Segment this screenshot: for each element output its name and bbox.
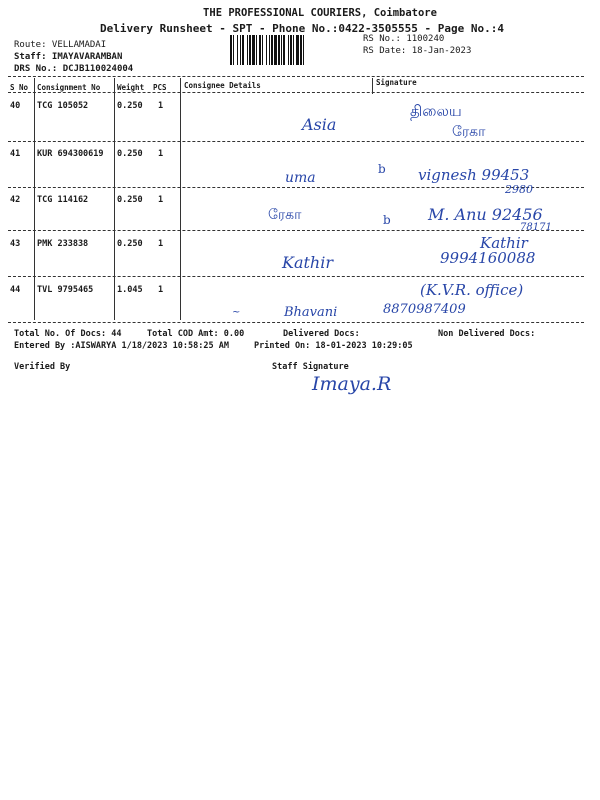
handwritten-signature: 9994160088 xyxy=(440,249,536,267)
handwritten-signature: 78171 xyxy=(520,222,552,233)
handwritten-mark: b xyxy=(378,162,386,176)
handwritten-consignee-name: Asia xyxy=(302,115,337,134)
handwritten-consignee-name: Kathir xyxy=(282,253,333,272)
row-rule xyxy=(8,276,584,277)
row-sno: 43 xyxy=(10,239,21,249)
table-bottom-rule xyxy=(8,322,584,323)
col-header-pcs: PCS xyxy=(153,83,167,92)
handwritten-staff-signature: Imaya.R xyxy=(312,373,392,395)
verified-by-label: Verified By xyxy=(14,362,71,372)
handwritten-consignee-name: uma xyxy=(285,170,316,186)
total-docs: Total No. Of Docs: 44 xyxy=(14,329,122,339)
company-title: THE PROFESSIONAL COURIERS, Coimbatore xyxy=(203,7,437,19)
col-divider xyxy=(114,78,115,320)
staff-signature-label: Staff Signature xyxy=(272,362,349,372)
row-consignment: TVL 9795465 xyxy=(37,285,94,295)
drs-number: DRS No.: DCJB110024004 xyxy=(14,64,134,74)
row-sno: 41 xyxy=(10,149,21,159)
handwritten-signature: (K.V.R. office) xyxy=(420,281,524,299)
row-consignment: KUR 694300619 xyxy=(37,149,104,159)
total-cod: Total COD Amt: 0.00 xyxy=(147,329,245,339)
row-rule xyxy=(8,187,584,188)
row-weight: 0.250 xyxy=(117,149,143,159)
rs-number: RS No.: 1100240 xyxy=(363,34,445,44)
col-divider xyxy=(34,78,35,320)
handwritten-signature: vignesh 99453 xyxy=(418,166,530,184)
handwritten-mark: ~ xyxy=(232,307,241,318)
non-delivered-docs: Non Delivered Docs: xyxy=(438,329,536,339)
row-pcs: 1 xyxy=(158,195,164,205)
col-header-signature: Signature xyxy=(376,78,417,87)
row-sno: 42 xyxy=(10,195,21,205)
row-consignment: TCG 105052 xyxy=(37,101,89,111)
barcode-image xyxy=(230,35,356,65)
printed-on: Printed On: 18-01-2023 10:29:05 xyxy=(254,341,413,351)
handwritten-signature: 8870987409 xyxy=(383,302,466,317)
handwritten-consignee-name: Bhavani xyxy=(284,305,338,320)
row-weight: 0.250 xyxy=(117,195,143,205)
route-label: Route: VELLAMADAI xyxy=(14,40,107,50)
row-weight: 1.045 xyxy=(117,285,143,295)
handwritten-consignee-name: ரேகா xyxy=(268,207,302,223)
delivered-docs: Delivered Docs: xyxy=(283,329,360,339)
col-header-weight: Weight xyxy=(117,83,145,92)
row-weight: 0.250 xyxy=(117,101,143,111)
handwritten-mark: b xyxy=(383,213,391,227)
row-rule xyxy=(8,141,584,142)
col-header-consignment: Consignment No xyxy=(37,83,101,92)
handwritten-signature: திலைய xyxy=(410,102,462,120)
entered-by: Entered By :AISWARYA 1/18/2023 10:58:25 AM xyxy=(14,341,229,351)
row-pcs: 1 xyxy=(158,149,164,159)
row-pcs: 1 xyxy=(158,285,164,295)
row-pcs: 1 xyxy=(158,239,164,249)
rs-date: RS Date: 18-Jan-2023 xyxy=(363,46,472,56)
row-weight: 0.250 xyxy=(117,239,143,249)
col-header-sno: S No xyxy=(10,83,29,92)
handwritten-signature: Kathir xyxy=(480,234,528,252)
row-rule xyxy=(8,230,584,231)
handwritten-signature: ரேகா xyxy=(452,124,486,140)
staff-label: Staff: IMAYAVARAMBAN xyxy=(14,52,123,62)
runsheet-title: Delivery Runsheet - SPT - Phone No.:0422-3505555 - Page No.:4 xyxy=(100,22,504,35)
handwritten-signature: 2980 xyxy=(505,183,533,196)
row-sno: 40 xyxy=(10,101,21,111)
col-header-consignee: Consignee Details xyxy=(184,81,261,90)
row-sno: 44 xyxy=(10,285,21,295)
table-header-rule xyxy=(8,92,584,93)
row-consignment: PMK 233838 xyxy=(37,239,89,249)
table-top-rule xyxy=(8,76,584,77)
col-divider xyxy=(372,78,373,94)
col-divider xyxy=(180,78,181,320)
handwritten-signature: M. Anu 92456 xyxy=(428,205,543,224)
row-pcs: 1 xyxy=(158,101,164,111)
row-consignment: TCG 114162 xyxy=(37,195,89,205)
